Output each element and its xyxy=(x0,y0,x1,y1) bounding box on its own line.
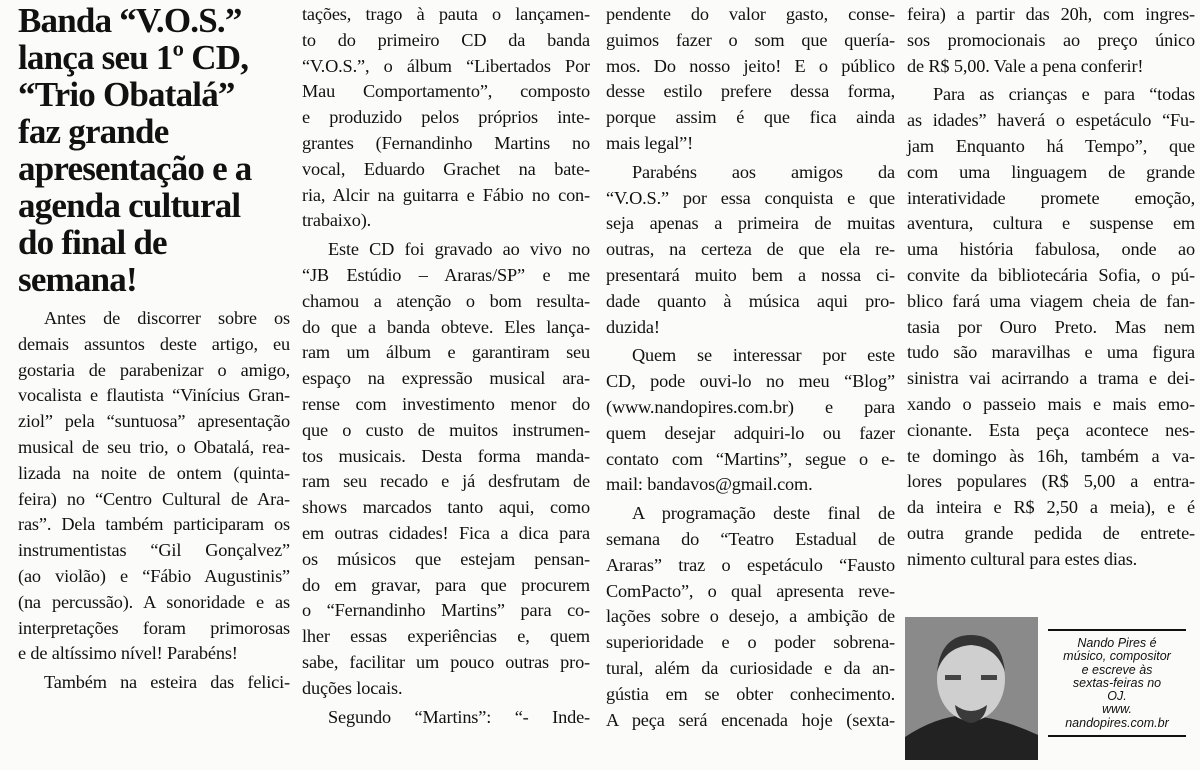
text-line: Antes de discorrer sobre os xyxy=(44,308,290,328)
text-line: o “Fernandinho Martins” para co- xyxy=(302,600,590,621)
paragraph xyxy=(606,2,895,157)
text-line: “V.O.S.”, o álbum “Libertados Por xyxy=(302,55,590,76)
text-line: presentará muito bem a nossa ci- xyxy=(606,264,895,285)
caption-line[interactable]: www. xyxy=(1102,702,1132,717)
text-line: tasia por Ouro Preto. Mas nem xyxy=(907,316,1195,337)
paragraph xyxy=(907,82,1195,572)
text-line: vocalista e flautista “Vinícius Gran- xyxy=(18,385,290,406)
headline-line: Banda “V.O.S.” xyxy=(18,1,242,40)
text-line: Também na esteira das felici- xyxy=(44,672,290,693)
text-line: rense com investimento menor do xyxy=(302,393,590,414)
text-line: ram um álbum e garantiram seu xyxy=(302,342,590,363)
text-line: superioridade e o poder sobrena- xyxy=(606,632,895,653)
column-1 xyxy=(18,2,290,699)
text-line: interpretações foram primorosas xyxy=(18,617,290,638)
text-line: quem desejar adquiri-lo ou fazer xyxy=(606,422,895,443)
text-line: feira) no “Centro Cultural de Ara- xyxy=(18,488,290,509)
headline xyxy=(18,2,290,298)
author-caption xyxy=(1048,629,1186,737)
text-line: tos musicais. Desta forma manda- xyxy=(302,445,590,466)
paragraph xyxy=(606,343,895,498)
text-line: instrumentistas “Gil Gonçalvez” xyxy=(18,540,290,561)
text-line: ComPacto”, o qual apresenta reve- xyxy=(606,580,895,601)
text-line: duzida! xyxy=(606,316,660,337)
text-line: desse estilo prefere dessa forma, xyxy=(606,81,895,102)
paragraph xyxy=(302,237,590,701)
text-line: os músicos que estejam pensan- xyxy=(302,548,590,569)
text-line: A programação deste final de xyxy=(632,503,895,524)
text-line: que o custo de muitos instrumen- xyxy=(302,419,590,440)
column-3 xyxy=(606,2,895,736)
text-line: mais legal”! xyxy=(606,132,694,153)
text-line: te domingo às 16h, também a va- xyxy=(907,445,1195,466)
text-line: gostaria de parabenizar o amigo, xyxy=(18,359,290,380)
text-line: to do primeiro CD da banda xyxy=(302,29,590,50)
paragraph xyxy=(606,160,895,341)
text-line: Quem se interessar por este xyxy=(632,345,895,366)
text-line: (ao violão) e “Fábio Augustinis” xyxy=(18,565,290,586)
text-line: musical de seu trio, o Obatalá, rea- xyxy=(18,436,290,457)
text-line: lores populares (R$ 5,00 a entra- xyxy=(907,471,1195,492)
text-line: interatividade promete emoção, xyxy=(907,187,1195,208)
text-line: (www.nandopires.com.br) e para xyxy=(606,396,895,417)
text-line: “V.O.S.” por essa conquista e que xyxy=(606,187,895,208)
text-line: seja apenas a primeira de muitas xyxy=(606,213,895,234)
text-line: blico fará uma viagem cheia de fan- xyxy=(907,290,1195,311)
text-line: porque assim é que fica ainda xyxy=(606,107,895,128)
text-line: xando o passeio mais e mais emo- xyxy=(907,393,1195,414)
text-line: outras, na certeza de que ela re- xyxy=(606,239,895,260)
text-line: guimos fazer o som que quería- xyxy=(606,29,895,50)
paragraph xyxy=(302,705,590,731)
paragraph xyxy=(18,670,290,696)
text-line: contato com “Martins”, segue o e- xyxy=(606,448,895,469)
text-line: CD, pode ouvi-lo no meu “Blog” xyxy=(606,371,895,392)
text-line: demais assuntos deste artigo, eu xyxy=(18,333,290,354)
text-line: Segundo “Martins”: “- Inde- xyxy=(328,706,590,727)
headline-line: lança seu 1º CD, xyxy=(18,38,249,77)
text-line: espaço na expressão musical ara- xyxy=(302,368,590,389)
text-line: e produzido pelos próprios inte- xyxy=(302,107,590,128)
text-line: Mau Comportamento”, composto xyxy=(302,81,590,102)
text-line: lações sobre o desejo, a ambição de xyxy=(606,606,895,627)
text-line: Araras” traz o espetáculo “Fausto xyxy=(606,554,895,575)
text-line: aventura, cultura e suspense em xyxy=(907,213,1195,234)
text-line: feira) a partir das 20h, com ingres- xyxy=(907,4,1195,24)
author-box xyxy=(905,617,1195,763)
caption-line: e escreve às xyxy=(1081,662,1153,677)
text-line: as idades” haverá o espetáculo “Fu- xyxy=(907,110,1195,131)
text-line: tural, além da curiosidade e da an- xyxy=(606,657,895,678)
text-line: duções locais. xyxy=(302,677,403,698)
caption-line: músico, compositor xyxy=(1063,649,1171,664)
text-line: ras”. Dela também participaram os xyxy=(18,514,290,535)
headline-line: apresentação e a xyxy=(18,149,252,188)
text-line: jam Enquanto há Tempo”, que xyxy=(907,135,1195,156)
text-line: outra grande pedida de entrete- xyxy=(907,522,1195,543)
text-line: vocal, Eduardo Grachet na bate- xyxy=(302,158,590,179)
text-line: dade quanto à música aqui pro- xyxy=(606,290,895,311)
headline-line: “Trio Obatalá” xyxy=(18,75,235,114)
text-line: pendente do valor gasto, conse- xyxy=(606,4,895,24)
paragraph xyxy=(907,2,1195,79)
text-line: do que a banda obteve. Eles lança- xyxy=(302,316,590,337)
caption-line: sextas-feiras no xyxy=(1072,675,1162,690)
text-line: mail: bandavos@gmail.com. xyxy=(606,474,813,495)
text-line: e de altíssimo nível! Parabéns! xyxy=(18,643,238,664)
headline-line: semana! xyxy=(18,260,137,299)
text-line: da inteira e R$ 2,50 a meia), e é xyxy=(907,497,1195,518)
text-line: uma história fabulosa, onde ao xyxy=(907,239,1195,260)
text-line: shows marcados tanto aqui, como xyxy=(302,497,590,518)
author-photo xyxy=(905,617,1038,760)
text-line: ziol” pela “suntuosa” apresentação xyxy=(18,411,290,432)
caption-line: OJ. xyxy=(1107,689,1127,704)
text-line: ram seu recado e já desfrutam de xyxy=(302,471,590,492)
caption-line[interactable]: nandopires.com.br xyxy=(1065,715,1169,730)
text-line: tações, trago à pauta o lançamen- xyxy=(302,4,590,24)
text-line: lher essas experiências e, quem xyxy=(302,626,590,647)
text-line: de R$ 5,00. Vale a pena conferir! xyxy=(907,55,1144,76)
text-line: Para as crianças e para “todas xyxy=(933,84,1195,105)
text-line: gústia em se obter conhecimento. xyxy=(606,683,895,704)
text-line: ria, Alcir na guitarra e Fábio no con- xyxy=(302,184,590,205)
text-line: Parabéns aos amigos da xyxy=(632,161,895,182)
text-line: cionante. Esta peça acontece nes- xyxy=(907,419,1195,440)
paragraph xyxy=(18,306,290,667)
text-line: do em gravar, para que procurem xyxy=(302,574,590,595)
text-line: grantes (Fernandinho Martins no xyxy=(302,132,590,153)
text-line: chamou a atenção o bom resulta- xyxy=(302,290,590,311)
text-line: sinistra vai acirrando a trama e dei- xyxy=(907,368,1195,389)
text-line: tudo são maravilhas e uma figura xyxy=(907,342,1195,363)
text-line: em outras cidades! Fica a dica para xyxy=(302,522,590,543)
text-line: com uma linguagem de grande xyxy=(907,161,1195,182)
text-line: Este CD foi gravado ao vivo no xyxy=(328,239,590,260)
caption-line: Nando Pires é xyxy=(1077,636,1157,650)
text-line: lizada na noite de ontem (quinta- xyxy=(18,462,290,483)
column-4 xyxy=(907,2,1195,576)
text-line: nimento cultural para estes dias. xyxy=(907,548,1138,569)
text-line: A peça será encenada hoje (sexta- xyxy=(606,709,895,730)
text-line: (na percussão). A sonoridade e as xyxy=(18,591,290,612)
headline-line: faz grande xyxy=(18,112,169,151)
paragraph xyxy=(606,501,895,733)
text-line: trabaixo). xyxy=(302,210,372,231)
text-line: sabe, facilitar um pouco outras pro- xyxy=(302,651,590,672)
text-line: convite da bibliotecária Sofia, o pú- xyxy=(907,264,1195,285)
text-line: mos. Do nosso jeito! E o público xyxy=(606,55,895,76)
paragraph xyxy=(302,2,590,234)
text-line: “JB Estúdio – Araras/SP” e me xyxy=(302,264,590,285)
column-2 xyxy=(302,2,590,733)
text-line: semana do “Teatro Estadual de xyxy=(606,528,895,549)
headline-line: agenda cultural xyxy=(18,186,241,225)
headline-line: do final de xyxy=(18,223,167,262)
text-line: sos promocionais ao preço único xyxy=(907,29,1195,50)
